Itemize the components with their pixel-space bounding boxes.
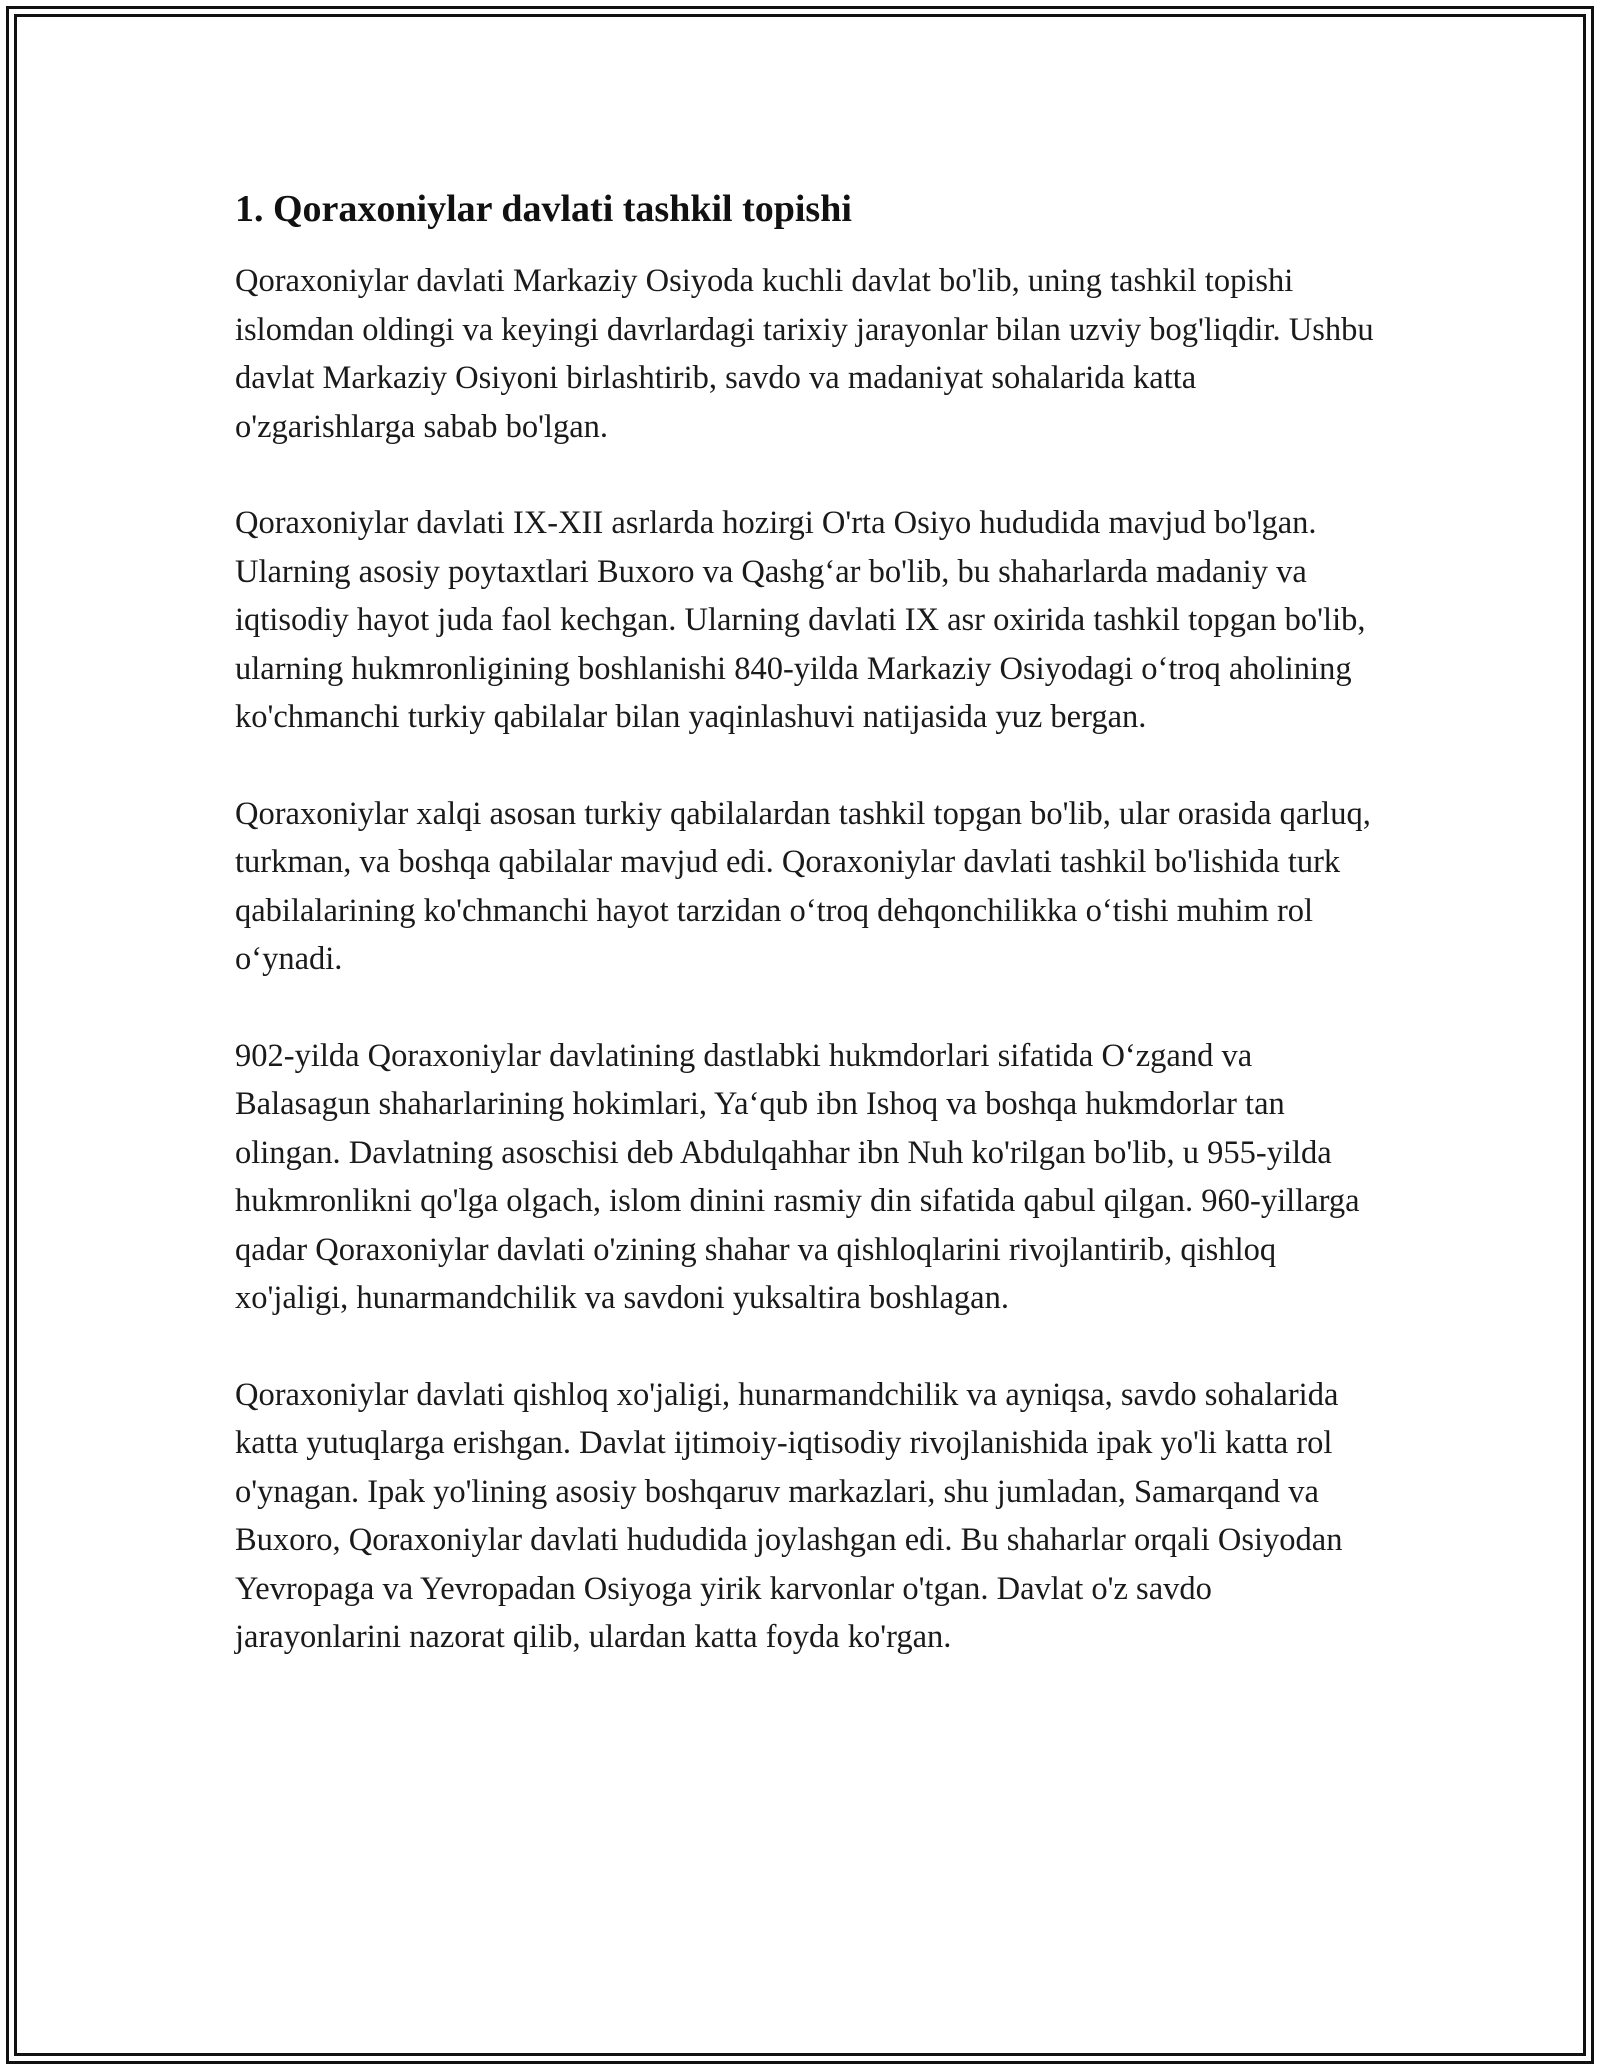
paragraph-origins: Qoraxoniylar davlati IX-XII asrlarda hozirgi O'rta Osiyo hududida mavjud bo'lgan. Ularning asosiy poytaxtlari Buxoro va Qashg‘ar bo'lib, bu shaharlarda madaniy va iqtisodiy hayot juda faol kechgan. Ularning davlati IX asr oxirida tashkil topgan bo'lib, ularning hukmronligining boshlanishi 840-yilda Markaziy Osiyodagi o‘troq aholining ko'chmanchi turkiy qabilalar bilan yaqinlashuvi natijasida yuz bergan. — [235, 505, 1366, 735]
document-body — [235, 185, 1375, 1710]
paragraph-economy: Qoraxoniylar davlati qishloq xo'jaligi, hunarmandchilik va ayniqsa, savdo sohalarida katta yutuqlarga erishgan. Davlat ijtimoiy-iqtisodiy rivojlanishida ipak yo'li katta rol o'ynagan. Ipak yo'lining asosiy boshqaruv markazlari, shu jumladan, Samarqand va Buxoro, Qoraxoniylar davlati hududida joylashgan edi. Bu shaharlar orqali Osiyodan Yevropaga va Yevropadan Osiyoga yirik karvonlar o'tgan. Davlat o'z savdo jarayonlarini nazorat qilib, ulardan katta foyda ko'rgan. — [235, 1376, 1343, 1655]
paragraph-tribes: Qoraxoniylar xalqi asosan turkiy qabilalardan tashkil topgan bo'lib, ular orasida qarluq, turkman, va boshqa qabilalar mavjud edi. Qoraxoniylar davlati tashkil bo'lishida turk qabilalarining ko'chmanchi hayot tarzidan o‘troq dehqonchilikka o‘tishi muhim rol o‘ynadi. — [235, 795, 1371, 977]
paragraph-intro: Qoraxoniylar davlati Markaziy Osiyoda kuchli davlat bo'lib, uning tashkil topishi islomdan oldingi va keyingi davrlardagi tarixiy jarayonlar bilan uzviy bog'liqdir. Ushbu davlat Markaziy Osiyoni birlashtirib, savdo va madaniyat sohalarida katta o'zgarishlarga sabab bo'lgan. — [235, 263, 1374, 445]
paragraph-rulers: 902-yilda Qoraxoniylar davlatining dastlabki hukmdorlari sifatida O‘zgand va Balasagun shaharlarining hokimlari, Ya‘qub ibn Ishoq va boshqa hukmdorlar tan olingan. Davlatning asoschisi deb Abdulqahhar ibn Nuh ko'rilgan bo'lib, u 955-yilda hukmronlikni qo'lga olgach, islom dinini rasmiy din sifatida qabul qilgan. 960-yillarga qadar Qoraxoniylar davlati o'zining shahar va qishloqlarini rivojlantirib, qishloq xo'jaligi, hunarmandchilik va savdoni yuksaltira boshlagan. — [235, 1037, 1360, 1316]
section-heading: 1. Qoraxoniylar davlati tashkil topishi — [235, 188, 852, 230]
